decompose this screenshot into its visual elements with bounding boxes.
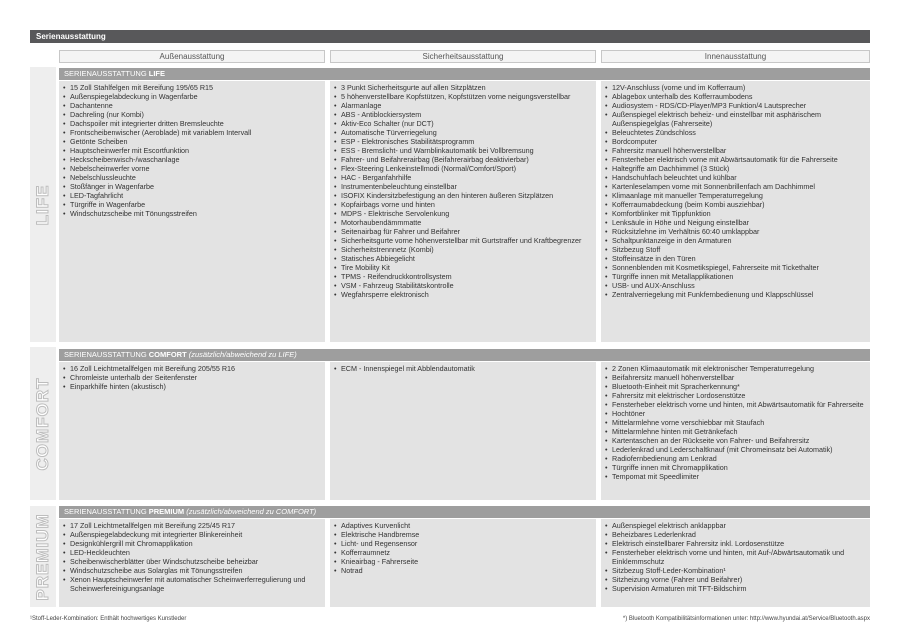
feature-item: • 3 Punkt Sicherheitsgurte auf allen Sitzplätzen: [334, 83, 592, 92]
feature-item: • Chromleiste unterhalb der Seitenfenster: [63, 373, 321, 382]
column-header-exterior: Außenausstattung: [59, 50, 325, 63]
feature-item: • Kartentaschen an der Rückseite von Fahrer- und Beifahrersitz: [605, 436, 866, 445]
feature-item: • Motorhaubendämmmatte: [334, 218, 592, 227]
feature-item: • Elektrisch einstellbarer Fahrersitz inkl. Lordosenstütze: [605, 539, 866, 548]
feature-list: [63, 521, 321, 593]
feature-item: • Fensterheber elektrisch vorne mit Abwärtsautomatik für die Fahrerseite: [605, 155, 866, 164]
feature-item: • ESS - Bremslicht- und Warnblinkautomatik bei Vollbremsung: [334, 146, 592, 155]
feature-item: • Xenon Hauptscheinwerfer mit automatischer Scheinwerferregulierung und Scheinwerfereinigungsanlage: [63, 575, 321, 593]
feature-item: • 15 Zoll Stahlfelgen mit Bereifung 195/65 R15: [63, 83, 321, 92]
feature-item: • Fensterheber elektrisch vorne und hinten, mit Abwärtsautomatik für Fahrerseite: [605, 400, 866, 409]
feature-item: • Heckscheibenwisch-/waschanlage: [63, 155, 321, 164]
section-band-premium: [59, 506, 870, 518]
feature-item: • Sitzbezug Stoff-Leder-Kombination¹: [605, 566, 866, 575]
column-header-interior: Innenausstattung: [601, 50, 870, 63]
feature-item: • Beifahrersitz manuell höhenverstellbar: [605, 373, 866, 382]
feature-item: • Fahrersitz mit elektrischer Lordosenstütze: [605, 391, 866, 400]
feature-item: • Kofferraumabdeckung (beim Kombi ausziehbar): [605, 200, 866, 209]
feature-item: • Lenksäule in Höhe und Neigung einstellbar: [605, 218, 866, 227]
section-label-life-text: LIFE: [33, 184, 52, 225]
feature-item: • Sitzbezug Stoff: [605, 245, 866, 254]
footnote-left: ¹Stoff-Leder-Kombination: Enthält hochwertiges Kunstleder: [30, 616, 187, 622]
feature-item: • Automatische Türverriegelung: [334, 128, 592, 137]
feature-item: • Lederlenkrad und Lederschaltknauf (mit Chromeinsatz bei Automatik): [605, 445, 866, 454]
feature-item: • HAC - Berganfahrhilfe: [334, 173, 592, 182]
feature-item: • TPMS - Reifendruckkontrollsystem: [334, 272, 592, 281]
life-exterior-cell: [59, 81, 325, 342]
feature-item: • Sicherheitstrennnetz (Kombi): [334, 245, 592, 254]
feature-item: • Radiofernbedienung am Lenkrad: [605, 454, 866, 463]
feature-item: • Dachspoiler mit integrierter dritten Bremsleuchte: [63, 119, 321, 128]
feature-item: • Beleuchtetes Zündschloss: [605, 128, 866, 137]
feature-item: • Fahrersitz manuell höhenverstellbar: [605, 146, 866, 155]
feature-item: • Seitenairbag für Fahrer und Beifahrer: [334, 227, 592, 236]
page-header: Serienausstattung: [30, 30, 870, 43]
feature-item: • Knieairbag - Fahrerseite: [334, 557, 592, 566]
feature-item: • Außenspiegel elektrisch anklappbar: [605, 521, 866, 530]
feature-item: • Hauptscheinwerfer mit Escortfunktion: [63, 146, 321, 155]
feature-item: • Hochtöner: [605, 409, 866, 418]
feature-list: [334, 521, 592, 575]
feature-item: • Aktiv-Eco Schalter (nur DCT): [334, 119, 592, 128]
band-prefix: SERIENAUSSTATTUNG: [64, 350, 149, 359]
section-band-life: [59, 68, 870, 80]
feature-item: • Klimaanlage mit manueller Temperaturregelung: [605, 191, 866, 200]
premium-exterior-cell: [59, 519, 325, 607]
feature-item: • Elektrische Handbremse: [334, 530, 592, 539]
feature-item: • Tempomat mit Speedlimiter: [605, 472, 866, 481]
feature-item: • Frontscheibenwischer (Aeroblade) mit variablem Intervall: [63, 128, 321, 137]
feature-item: • LED-Heckleuchten: [63, 548, 321, 557]
feature-item: • Außenspiegel elektrisch beheiz- und einstellbar mit asphärischem Außenspiegelglas (Fahrerseite): [605, 110, 866, 128]
feature-item: • Bluetooth-Einheit mit Spracherkennung*: [605, 382, 866, 391]
feature-item: • Flex-Steering Lenkeinstellmodi (Normal/Comfort/Sport): [334, 164, 592, 173]
feature-item: • VSM - Fahrzeug Stabilitätskontrolle: [334, 281, 592, 290]
feature-item: • Bordcomputer: [605, 137, 866, 146]
comfort-exterior-cell: [59, 362, 325, 500]
feature-item: • Dachantenne: [63, 101, 321, 110]
feature-item: • Notrad: [334, 566, 592, 575]
comfort-interior-cell: [601, 362, 870, 500]
section-label-premium-text: PREMIUM: [33, 512, 52, 601]
feature-item: • Nebelschlussleuchte: [63, 173, 321, 182]
feature-item: • LED-Tagfahrlicht: [63, 191, 321, 200]
section-label-premium: [30, 506, 56, 607]
feature-item: • Außenspiegelabdeckung in Wagenfarbe: [63, 92, 321, 101]
feature-item: • Nebelscheinwerfer vorne: [63, 164, 321, 173]
column-header-safety: Sicherheitsausstattung: [330, 50, 596, 63]
feature-item: • Komfortblinker mit Tippfunktion: [605, 209, 866, 218]
feature-item: • Zentralverriegelung mit Funkfernbedienung und Klappschlüssel: [605, 290, 866, 299]
feature-item: • Ablagebox unterhalb des Kofferraumbodens: [605, 92, 866, 101]
feature-item: • Sicherheitsgurte vorne höhenverstellbar mit Gurtstraffer und Kraftbegrenzer: [334, 236, 592, 245]
feature-item: • ABS - Antiblockiersystem: [334, 110, 592, 119]
feature-item: • Haltegriffe am Dachhimmel (3 Stück): [605, 164, 866, 173]
section-label-life: [30, 67, 56, 342]
feature-list: [605, 521, 866, 593]
feature-item: • 12V-Anschluss (vorne und im Kofferraum): [605, 83, 866, 92]
feature-item: • Fahrer- und Beifahrerairbag (Beifahrerairbag deaktivierbar): [334, 155, 592, 164]
section-label-comfort-text: COMFORT: [33, 377, 52, 470]
feature-item: • Tire Mobility Kit: [334, 263, 592, 272]
feature-item: • 16 Zoll Leichtmetallfelgen mit Bereifung 205/55 R16: [63, 364, 321, 373]
feature-item: • Kopfairbags vorne und hinten: [334, 200, 592, 209]
premium-safety-cell: [330, 519, 596, 607]
feature-item: • Alarmanlage: [334, 101, 592, 110]
feature-item: • Statisches Abbiegelicht: [334, 254, 592, 263]
band-note: (zusätzlich/abweichend zu COMFORT): [184, 507, 317, 516]
band-prefix: SERIENAUSSTATTUNG: [64, 507, 149, 516]
feature-item: • Scheibenwischerblätter über Windschutzscheibe beheizbar: [63, 557, 321, 566]
feature-item: • Beheizbares Lederlenkrad: [605, 530, 866, 539]
band-note: (zusätzlich/abweichend zu LIFE): [186, 350, 297, 359]
band-name: PREMIUM: [148, 507, 185, 516]
feature-item: • Instrumentenbeleuchtung einstellbar: [334, 182, 592, 191]
feature-item: • Wegfahrsperre elektronisch: [334, 290, 592, 299]
feature-item: • Windschutzscheibe aus Solarglas mit Tönungsstreifen: [63, 566, 321, 575]
band-prefix: SERIENAUSSTATTUNG: [64, 69, 149, 78]
feature-list: [63, 83, 321, 218]
footnote-right: *) Bluetooth Kompatibilitätsinformationen unter: http://www.hyundai.at/Service/Bluetooth.aspx: [622, 616, 870, 622]
feature-item: • 5 höhenverstellbare Kopfstützen, Kopfstützen vorne neigungsverstellbar: [334, 92, 592, 101]
feature-item: • MDPS - Elektrische Servolenkung: [334, 209, 592, 218]
life-safety-cell: [330, 81, 596, 342]
life-interior-cell: [601, 81, 870, 342]
feature-item: • Adaptives Kurvenlicht: [334, 521, 592, 530]
feature-item: • ECM - Innenspiegel mit Abblendautomatik: [334, 364, 592, 373]
feature-item: • ESP - Elektronisches Stabilitätsprogramm: [334, 137, 592, 146]
section-band-comfort: [59, 349, 870, 361]
feature-item: • Türgriffe innen mit Metallapplikationen: [605, 272, 866, 281]
feature-item: • Dachreling (nur Kombi): [63, 110, 321, 119]
feature-item: • Mittelarmlehne vorne verschiebbar mit Staufach: [605, 418, 866, 427]
band-name: LIFE: [148, 69, 165, 78]
feature-item: • Schaltpunktanzeige in den Armaturen: [605, 236, 866, 245]
feature-item: • Außenspiegelabdeckung mit integrierter Blinkereinheit: [63, 530, 321, 539]
premium-interior-cell: [601, 519, 870, 607]
feature-item: • Stoffeinsätze in den Türen: [605, 254, 866, 263]
feature-item: • Türgriffe innen mit Chromapplikation: [605, 463, 866, 472]
section-label-comfort: [30, 347, 56, 500]
feature-item: • Sitzheizung vorne (Fahrer und Beifahrer): [605, 575, 866, 584]
feature-item: • Kofferraumnetz: [334, 548, 592, 557]
feature-item: • Handschuhfach beleuchtet und kühlbar: [605, 173, 866, 182]
feature-list: [334, 83, 592, 299]
feature-item: • ISOFIX Kindersitzbefestigung an den hinteren äußeren Sitzplätzen: [334, 191, 592, 200]
feature-item: • Audiosystem - RDS/CD-Player/MP3 Funktion/4 Lautsprecher: [605, 101, 866, 110]
feature-list: [605, 83, 866, 299]
feature-item: • Mittelarmlehne hinten mit Getränkefach: [605, 427, 866, 436]
feature-item: • Stoßfänger in Wagenfarbe: [63, 182, 321, 191]
feature-list: [605, 364, 866, 481]
feature-item: • Rücksitzlehne im Verhältnis 60:40 umklappbar: [605, 227, 866, 236]
feature-item: • USB- und AUX-Anschluss: [605, 281, 866, 290]
feature-list: [63, 364, 321, 391]
band-name: COMFORT: [148, 350, 187, 359]
feature-item: • Fensterheber elektrisch vorne und hinten, mit Auf-/Abwärtsautomatik und Einklemmschutz: [605, 548, 866, 566]
feature-item: • Einparkhilfe hinten (akustisch): [63, 382, 321, 391]
feature-item: • Windschutzscheibe mit Tönungsstreifen: [63, 209, 321, 218]
feature-item: • Designkühlergrill mit Chromapplikation: [63, 539, 321, 548]
feature-item: • Licht- und Regensensor: [334, 539, 592, 548]
feature-item: • Supervision Armaturen mit TFT-Bildschirm: [605, 584, 866, 593]
feature-item: • Sonnenblenden mit Kosmetikspiegel, Fahrerseite mit Tickethalter: [605, 263, 866, 272]
feature-item: • 17 Zoll Leichtmetallfelgen mit Bereifung 225/45 R17: [63, 521, 321, 530]
feature-item: • Türgriffe in Wagenfarbe: [63, 200, 321, 209]
comfort-safety-cell: [330, 362, 596, 500]
feature-item: • Getönte Scheiben: [63, 137, 321, 146]
feature-item: • 2 Zonen Klimaautomatik mit elektronischer Temperaturregelung: [605, 364, 866, 373]
feature-list: [334, 364, 592, 373]
feature-item: • Kartenleselampen vorne mit Sonnenbrillenfach am Dachhimmel: [605, 182, 866, 191]
